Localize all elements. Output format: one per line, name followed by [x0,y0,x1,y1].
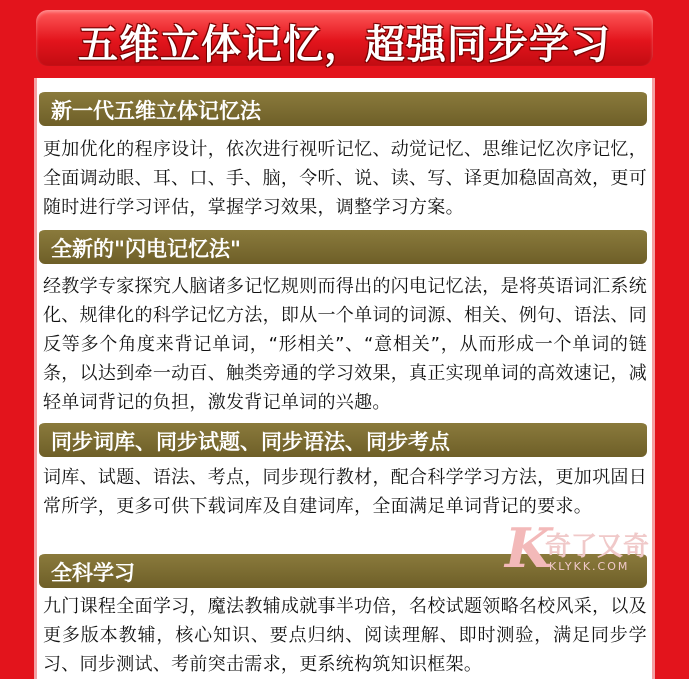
watermark-k-logo: K [505,516,552,580]
watermark-url-text: KLYKK.COM [549,560,630,573]
section-header-sync [39,421,647,457]
section-header-lightning-memory [39,228,647,264]
section-body: 九门课程全面学习，魔法教辅成就事半功倍，名校试题领略名校风采，以及更多版本教辅，核心知识、要点归纳、阅读理解、即时测验，满足同步学习、同步测试、考前突击需求，更系统构筑知识框架。 [43,596,647,675]
section-body: 词库、试题、语法、考点，同步现行教材，配合科学学习方法，更加巩固日常所学，更多可供下载词库及自建词库，全面满足单词背记的要求。 [43,467,647,517]
section-title: 全新的"闪电记忆法" [51,237,241,261]
watermark-chinese-text: 奇了又奇 [545,532,650,562]
section-body: 经教学专家探究人脑诸多记忆规则而得出的闪电记忆法，是将英语词汇系统化、规律化的科学记忆方法，即从一个单词的词源、相关、例句、语法、同反等多个角度来背记单词，“形相关”、“意相关”，从而形成一个单词的链条，以达到牵一动百、触类旁通的学习效果，真正实现单词的高效速记，减轻单词背记的负担，激发背记单词的兴趣。 [43,276,647,413]
feature-list [37,78,652,679]
section-body: 更加优化的程序设计，依次进行视听记忆、动觉记忆、思维记忆次序记忆，全面调动眼、耳、口、手、脑，令听、说、读、写、译更加稳固高效，更可随时进行学习评估，掌握学习效果，调整学习方案。 [43,139,647,218]
title-banner [36,10,653,66]
banner-title: 五维立体记忆，超强同步学习 [78,22,611,68]
section-title: 新一代五维立体记忆法 [51,99,261,123]
site-watermark [505,516,655,582]
section-title: 全科学习 [51,561,135,585]
section-title: 同步词库、同步试题、同步语法、同步考点 [51,430,450,454]
section-header-five-dimension [39,90,647,126]
left-red-frame [0,0,37,679]
top-red-band [0,0,689,78]
right-red-frame [652,0,689,679]
